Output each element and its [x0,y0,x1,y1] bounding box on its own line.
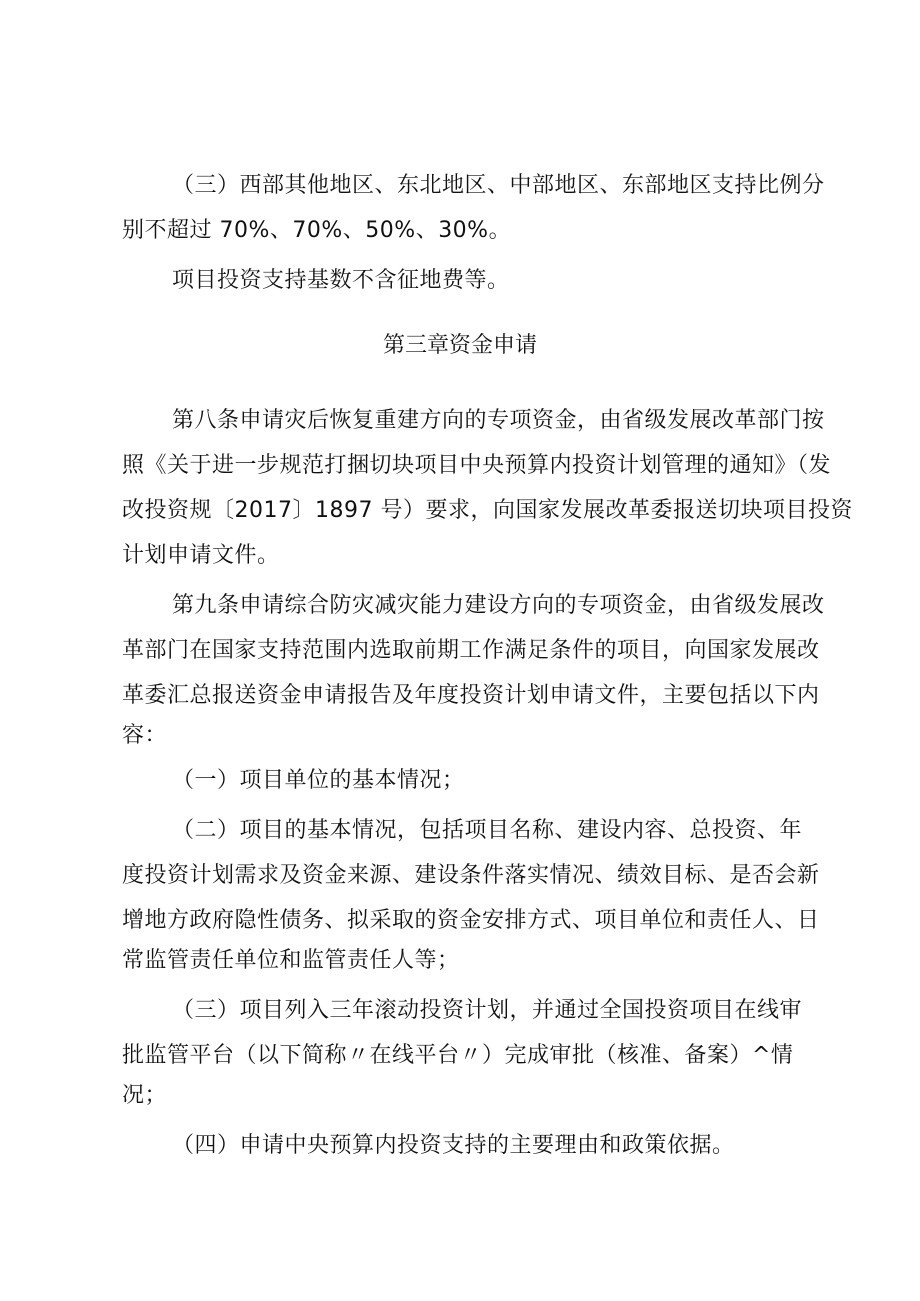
paragraph-line: 第八条申请灾后恢复重建方向的专项资金，由省级发展改革部门按 [172,408,825,433]
paragraph-line: （一）项目单位的基本情况； [172,768,465,793]
paragraph-line: 照《关于进一步规范打捆切块项目中央预算内投资计划管理的通知》（发 [122,453,832,478]
paragraph-line: 常监管责任单位和监管责任人等； [122,948,460,973]
chapter-heading: 第三章资金申请 [382,333,537,358]
paragraph-line: 改投资规〔2017〕1897 号）要求，向国家发展改革委报送切块项目投资 [122,498,853,523]
paragraph-line: 第九条申请综合防灾减灾能力建设方向的专项资金，由省级发展改 [172,593,825,618]
paragraph-line: （二）项目的基本情况，包括项目名称、建设内容、总投资、年 [172,818,803,843]
paragraph-line: （三）西部其他地区、东北地区、中部地区、东部地区支持比例分 [172,173,825,198]
paragraph-line: 项目投资支持基数不含征地费等。 [172,268,510,293]
paragraph-line: （四）申请中央预算内投资支持的主要理由和政策依据。 [172,1133,735,1158]
paragraph-line: 革部门在国家支持范围内选取前期工作满足条件的项目，向国家发展改 [122,638,820,663]
paragraph-line: 况； [122,1083,168,1108]
paragraph-line: （三）项目列入三年滚动投资计划，并通过全国投资项目在线审 [172,998,803,1023]
paragraph-line: 增地方政府隐性债务、拟采取的资金安排方式、项目单位和责任人、日 [122,908,820,933]
paragraph-line: 革委汇总报送资金申请报告及年度投资计划申请文件，主要包括以下内 [122,683,820,708]
paragraph-line: 计划申请文件。 [122,543,280,568]
paragraph-line: 别不超过 70%、70%、50%、30%。 [122,218,512,243]
paragraph-line: 度投资计划需求及资金来源、建设条件落实情况、绩效目标、是否会新 [122,863,820,888]
paragraph-line: 容： [122,723,168,748]
paragraph-line: 批监管平台（以下简称〃在线平台〃）完成审批（核准、备案）^情 [122,1043,794,1068]
